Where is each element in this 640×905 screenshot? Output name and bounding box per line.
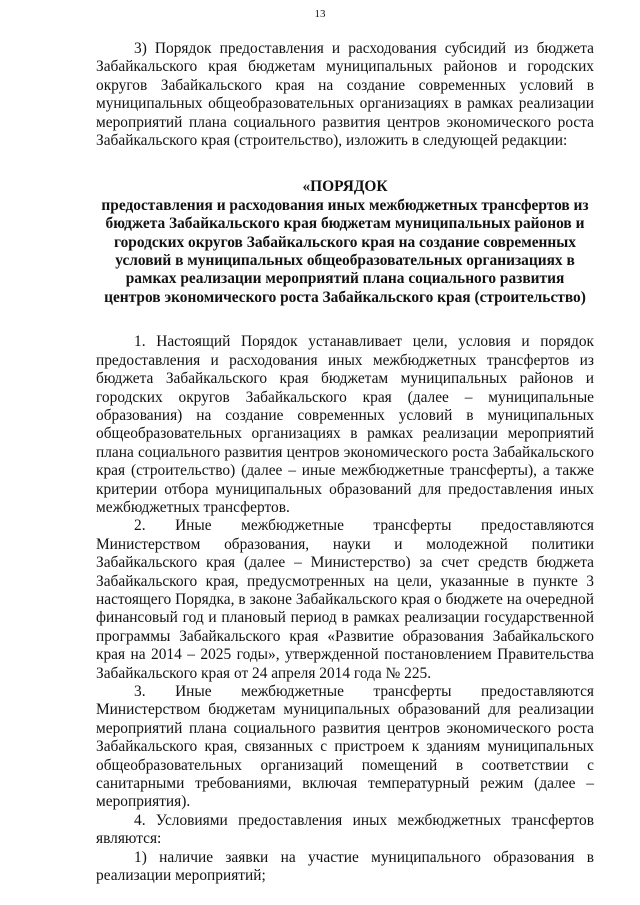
page-number: 13 xyxy=(314,8,326,20)
paragraph-1: 1. Настоящий Порядок устанавливает цели, условия и порядок предоставления и расходования иных межбюджетных трансфертов из бюджета Забайкальского края бюджетам муниципальных районов и городских округов Забайкальского края (далее – муниципальные образования) на создание современных условий в муниципальных общеобразовательных организациях в рамках реализации мероприятий плана социального развития центров экономического роста Забайкальского края (строительство) (далее – иные межбюджетные трансферты), а также критерии отбора муниципальных образований для предоставления иных межбюджетных трансфертов. xyxy=(96,333,594,516)
document-subtitle: предоставления и расходования иных межбюджетных трансфертов из бюджета Забайкальского края бюджетам муниципальных районов и городских округов Забайкальского края на создание современных условий в муниципальных общеобразовательных организациях в рамках реализации мероприятий плана социального развития центров экономического роста Забайкальского края (строительство) xyxy=(101,196,589,306)
intro-paragraph: 3) Порядок предоставления и расходования субсидий из бюджета Забайкальского края бюджетам муниципальных районов и городских округов Забайкальского края на создание современных условий в муниципальных общеобразовательных организациях в рамках реализации мероприятий плана социального развития центров экономического роста Забайкальского края (строительство), изложить в следующей редакции: xyxy=(96,40,594,150)
paragraph-2: 2. Иные межбюджетные трансферты предоставляются Министерством образования, науки и молодежной политики Забайкальского края (далее – Министерство) за счет средств бюджета Забайкальского края, предусмотренных на цели, указанные в пункте 3 настоящего Порядка, в законе Забайкальского края о бюджете на очередной финансовый год и плановый период в рамках реализации государственной программы Забайкальского края «Развитие образования Забайкальского края на 2014 – 2025 годы», утвержденной постановлением Правительства Забайкальского края от 24 апреля 2014 года № 225. xyxy=(96,517,594,682)
paragraph-3: 3. Иные межбюджетные трансферты предоставляются Министерством бюджетам муниципальных образований для реализации мероприятий плана социального развития центров экономического роста Забайкальского края, связанных с пристроем к зданиям муниципальных общеобразовательных организаций помещений в соответствии с санитарными требованиями, включая температурный режим (далее – мероприятия). xyxy=(96,683,594,811)
paragraph-4: 4. Условиями предоставления иных межбюджетных трансфертов являются: xyxy=(96,811,594,848)
document-title: «ПОРЯДОК xyxy=(302,178,388,196)
paragraph-4-item-1: 1) наличие заявки на участие муниципального образования в реализации мероприятий; xyxy=(96,848,594,885)
document-body xyxy=(96,40,594,885)
